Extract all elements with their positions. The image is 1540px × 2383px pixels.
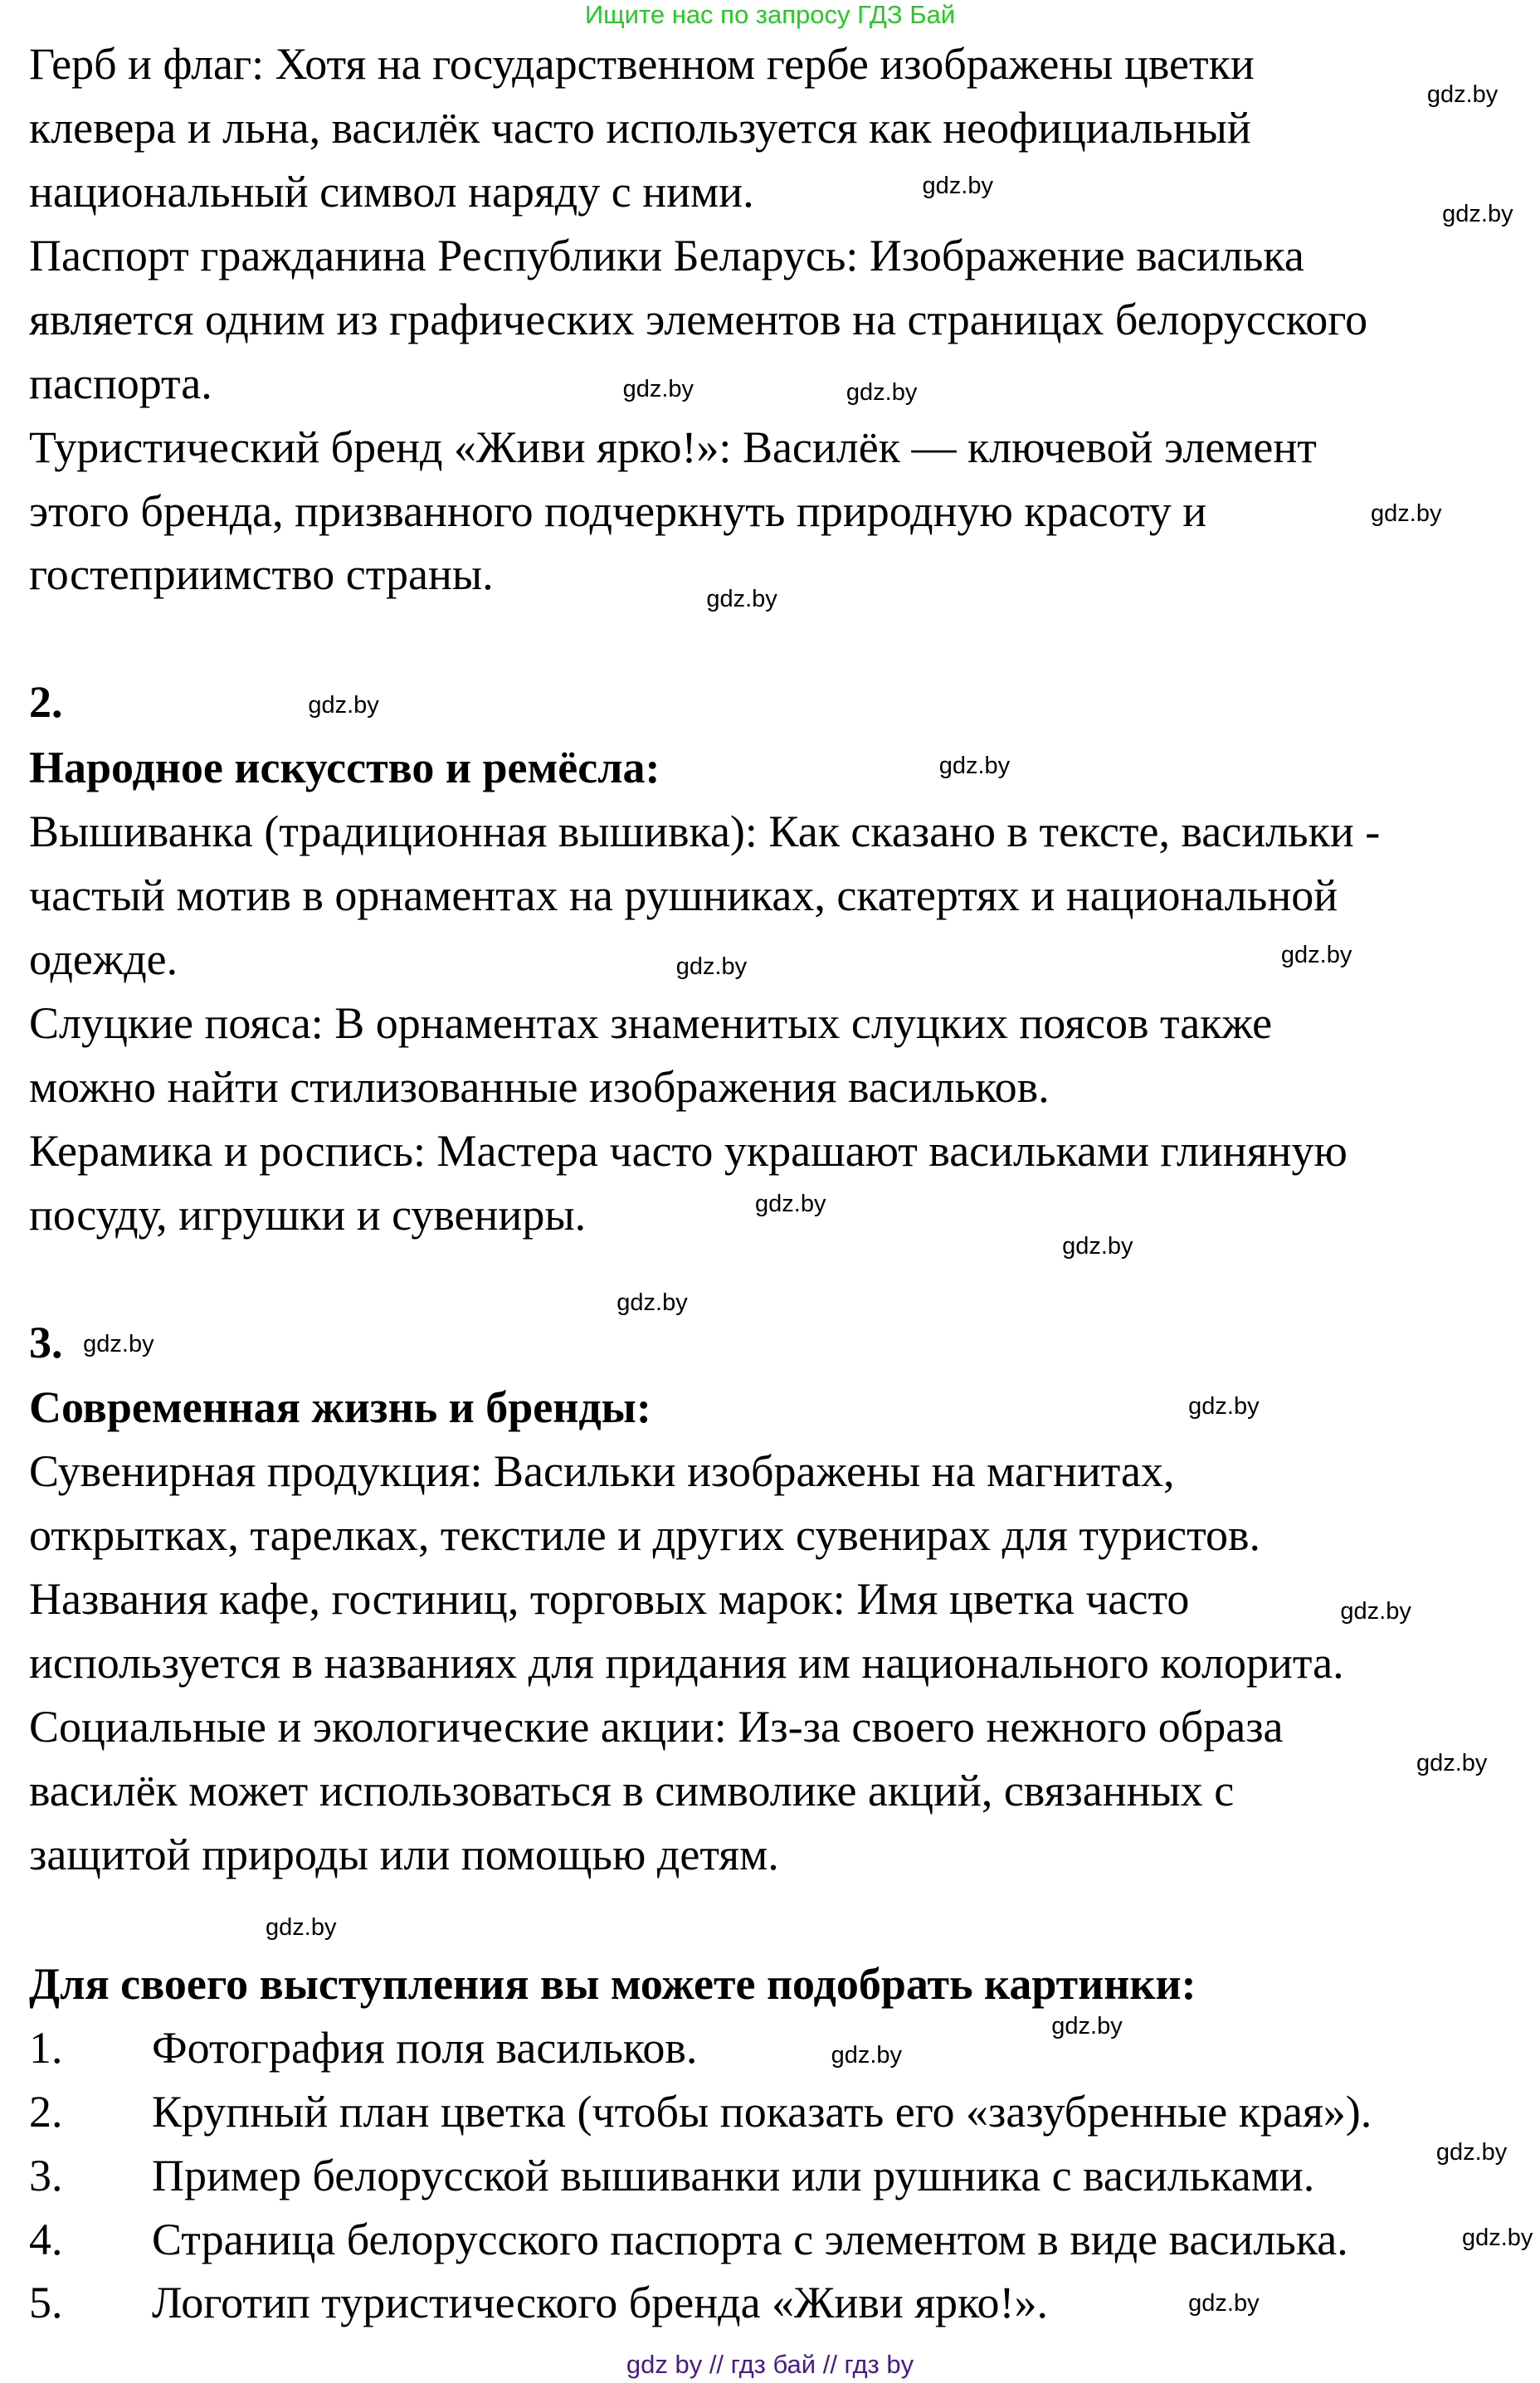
watermark: gdz.by bbox=[675, 953, 748, 981]
list-number: 3. bbox=[29, 2151, 63, 2200]
watermark: gdz.by bbox=[706, 585, 777, 612]
text-line: является одним из графических элементов на страницах белорусского bbox=[29, 295, 1368, 344]
list-item: Фотография поля васильков. bbox=[152, 2023, 698, 2073]
text-line: посуду, игрушки и сувениры. bbox=[29, 1190, 587, 1240]
watermark: gdz.by bbox=[846, 378, 918, 406]
text-line: Социальные и экологические акции: Из-за своего нежного образа bbox=[29, 1702, 1284, 1752]
watermark: gdz.by bbox=[922, 172, 993, 199]
text-line: можно найти стилизованные изображения васильков. bbox=[29, 1062, 1050, 1112]
watermark: gdz.by bbox=[1340, 1598, 1411, 1625]
watermark: gdz.by bbox=[831, 2042, 903, 2069]
text-line: василёк может использоваться в символике акций, связанных с bbox=[29, 1766, 1235, 1815]
text-line: Туристический бренд «Живи ярко!»: Василёк — ключевой элемент bbox=[29, 422, 1317, 472]
list-number: 1. bbox=[29, 2023, 63, 2073]
watermark: gdz.by bbox=[1435, 2139, 1508, 2166]
watermark: gdz.by bbox=[1416, 1750, 1488, 1777]
footer-watermark: gdz by // гдз бай // гдз by bbox=[626, 2350, 914, 2379]
section-heading: Для своего выступления вы можете подобрать картинки: bbox=[29, 1959, 1196, 2009]
watermark: gdz.by bbox=[308, 692, 379, 719]
list-item: Пример белорусской вышиванки или рушника с васильками. bbox=[152, 2151, 1315, 2200]
section-heading: 3. bbox=[29, 1318, 63, 1367]
text-line: клевера и льна, василёк часто используется как неофициальный bbox=[29, 103, 1251, 153]
watermark: gdz.by bbox=[622, 376, 694, 403]
watermark: gdz.by bbox=[616, 1289, 688, 1317]
text-line: защитой природы или помощью детям. bbox=[29, 1830, 779, 1879]
list-item: Страница белорусского паспорта с элементом в виде василька. bbox=[152, 2215, 1348, 2264]
text-line: частый мотив в орнаментах на рушниках, скатертях и национальной bbox=[29, 870, 1338, 920]
text-line: Паспорт гражданина Республики Беларусь: Изображение василька bbox=[29, 231, 1304, 280]
text-line: гостеприимство страны. bbox=[29, 549, 494, 599]
list-number: 5. bbox=[29, 2278, 63, 2327]
text-line: Вышиванка (традиционная вышивка): Как сказано в тексте, васильки - bbox=[29, 807, 1381, 856]
list-item: Крупный план цветка (чтобы показать его «зазубренные края»). bbox=[152, 2087, 1372, 2137]
text-line: Слуцкие пояса: В орнаментах знаменитых слуцких поясов также bbox=[29, 998, 1273, 1048]
list-item: Логотип туристического бренда «Живи ярко!». bbox=[152, 2278, 1049, 2327]
text-line: Сувенирная продукция: Васильки изображены на магнитах, bbox=[29, 1446, 1175, 1496]
text-line: открытках, тарелках, текстиле и других сувенирах для туристов. bbox=[29, 1510, 1261, 1560]
watermark: gdz.by bbox=[1371, 500, 1442, 528]
text-line: паспорта. bbox=[29, 358, 212, 408]
watermark: gdz.by bbox=[1051, 2013, 1123, 2040]
text-line: используется в названиях для придания им национального колорита. bbox=[29, 1638, 1344, 1688]
watermark: gdz.by bbox=[938, 753, 1011, 780]
list-number: 2. bbox=[29, 2087, 63, 2137]
text-line: одежде. bbox=[29, 934, 178, 984]
list-number: 4. bbox=[29, 2215, 63, 2264]
watermark: gdz.by bbox=[266, 1914, 337, 1942]
section-heading: 2. bbox=[29, 677, 63, 727]
text-line: этого бренда, призванного подчеркнуть природную красоту и bbox=[29, 486, 1207, 536]
section-heading: Народное искусство и ремёсла: bbox=[29, 743, 660, 792]
section-heading: Современная жизнь и бренды: bbox=[29, 1382, 651, 1432]
watermark: gdz.by bbox=[1280, 941, 1352, 968]
watermark: gdz.by bbox=[1188, 1392, 1260, 1420]
watermark: gdz.by bbox=[1188, 2289, 1260, 2317]
text-line: Названия кафе, гостиниц, торговых марок: Имя цветка часто bbox=[29, 1574, 1190, 1624]
watermark: gdz.by bbox=[1461, 2224, 1533, 2251]
watermark: gdz.by bbox=[83, 1330, 154, 1357]
text-line: национальный символ наряду с ними. bbox=[29, 167, 754, 217]
watermark: gdz.by bbox=[1062, 1233, 1133, 1260]
search-hint-banner: Ищите нас по запросу ГДЗ Бай bbox=[584, 0, 956, 29]
text-line: Керамика и роспись: Мастера часто украшают васильками глиняную bbox=[29, 1126, 1348, 1176]
text-line: Герб и флаг: Хотя на государственном гербе изображены цветки bbox=[29, 39, 1255, 89]
watermark: gdz.by bbox=[755, 1191, 826, 1218]
watermark: gdz.by bbox=[1426, 80, 1499, 108]
watermark: gdz.by bbox=[1442, 201, 1513, 228]
